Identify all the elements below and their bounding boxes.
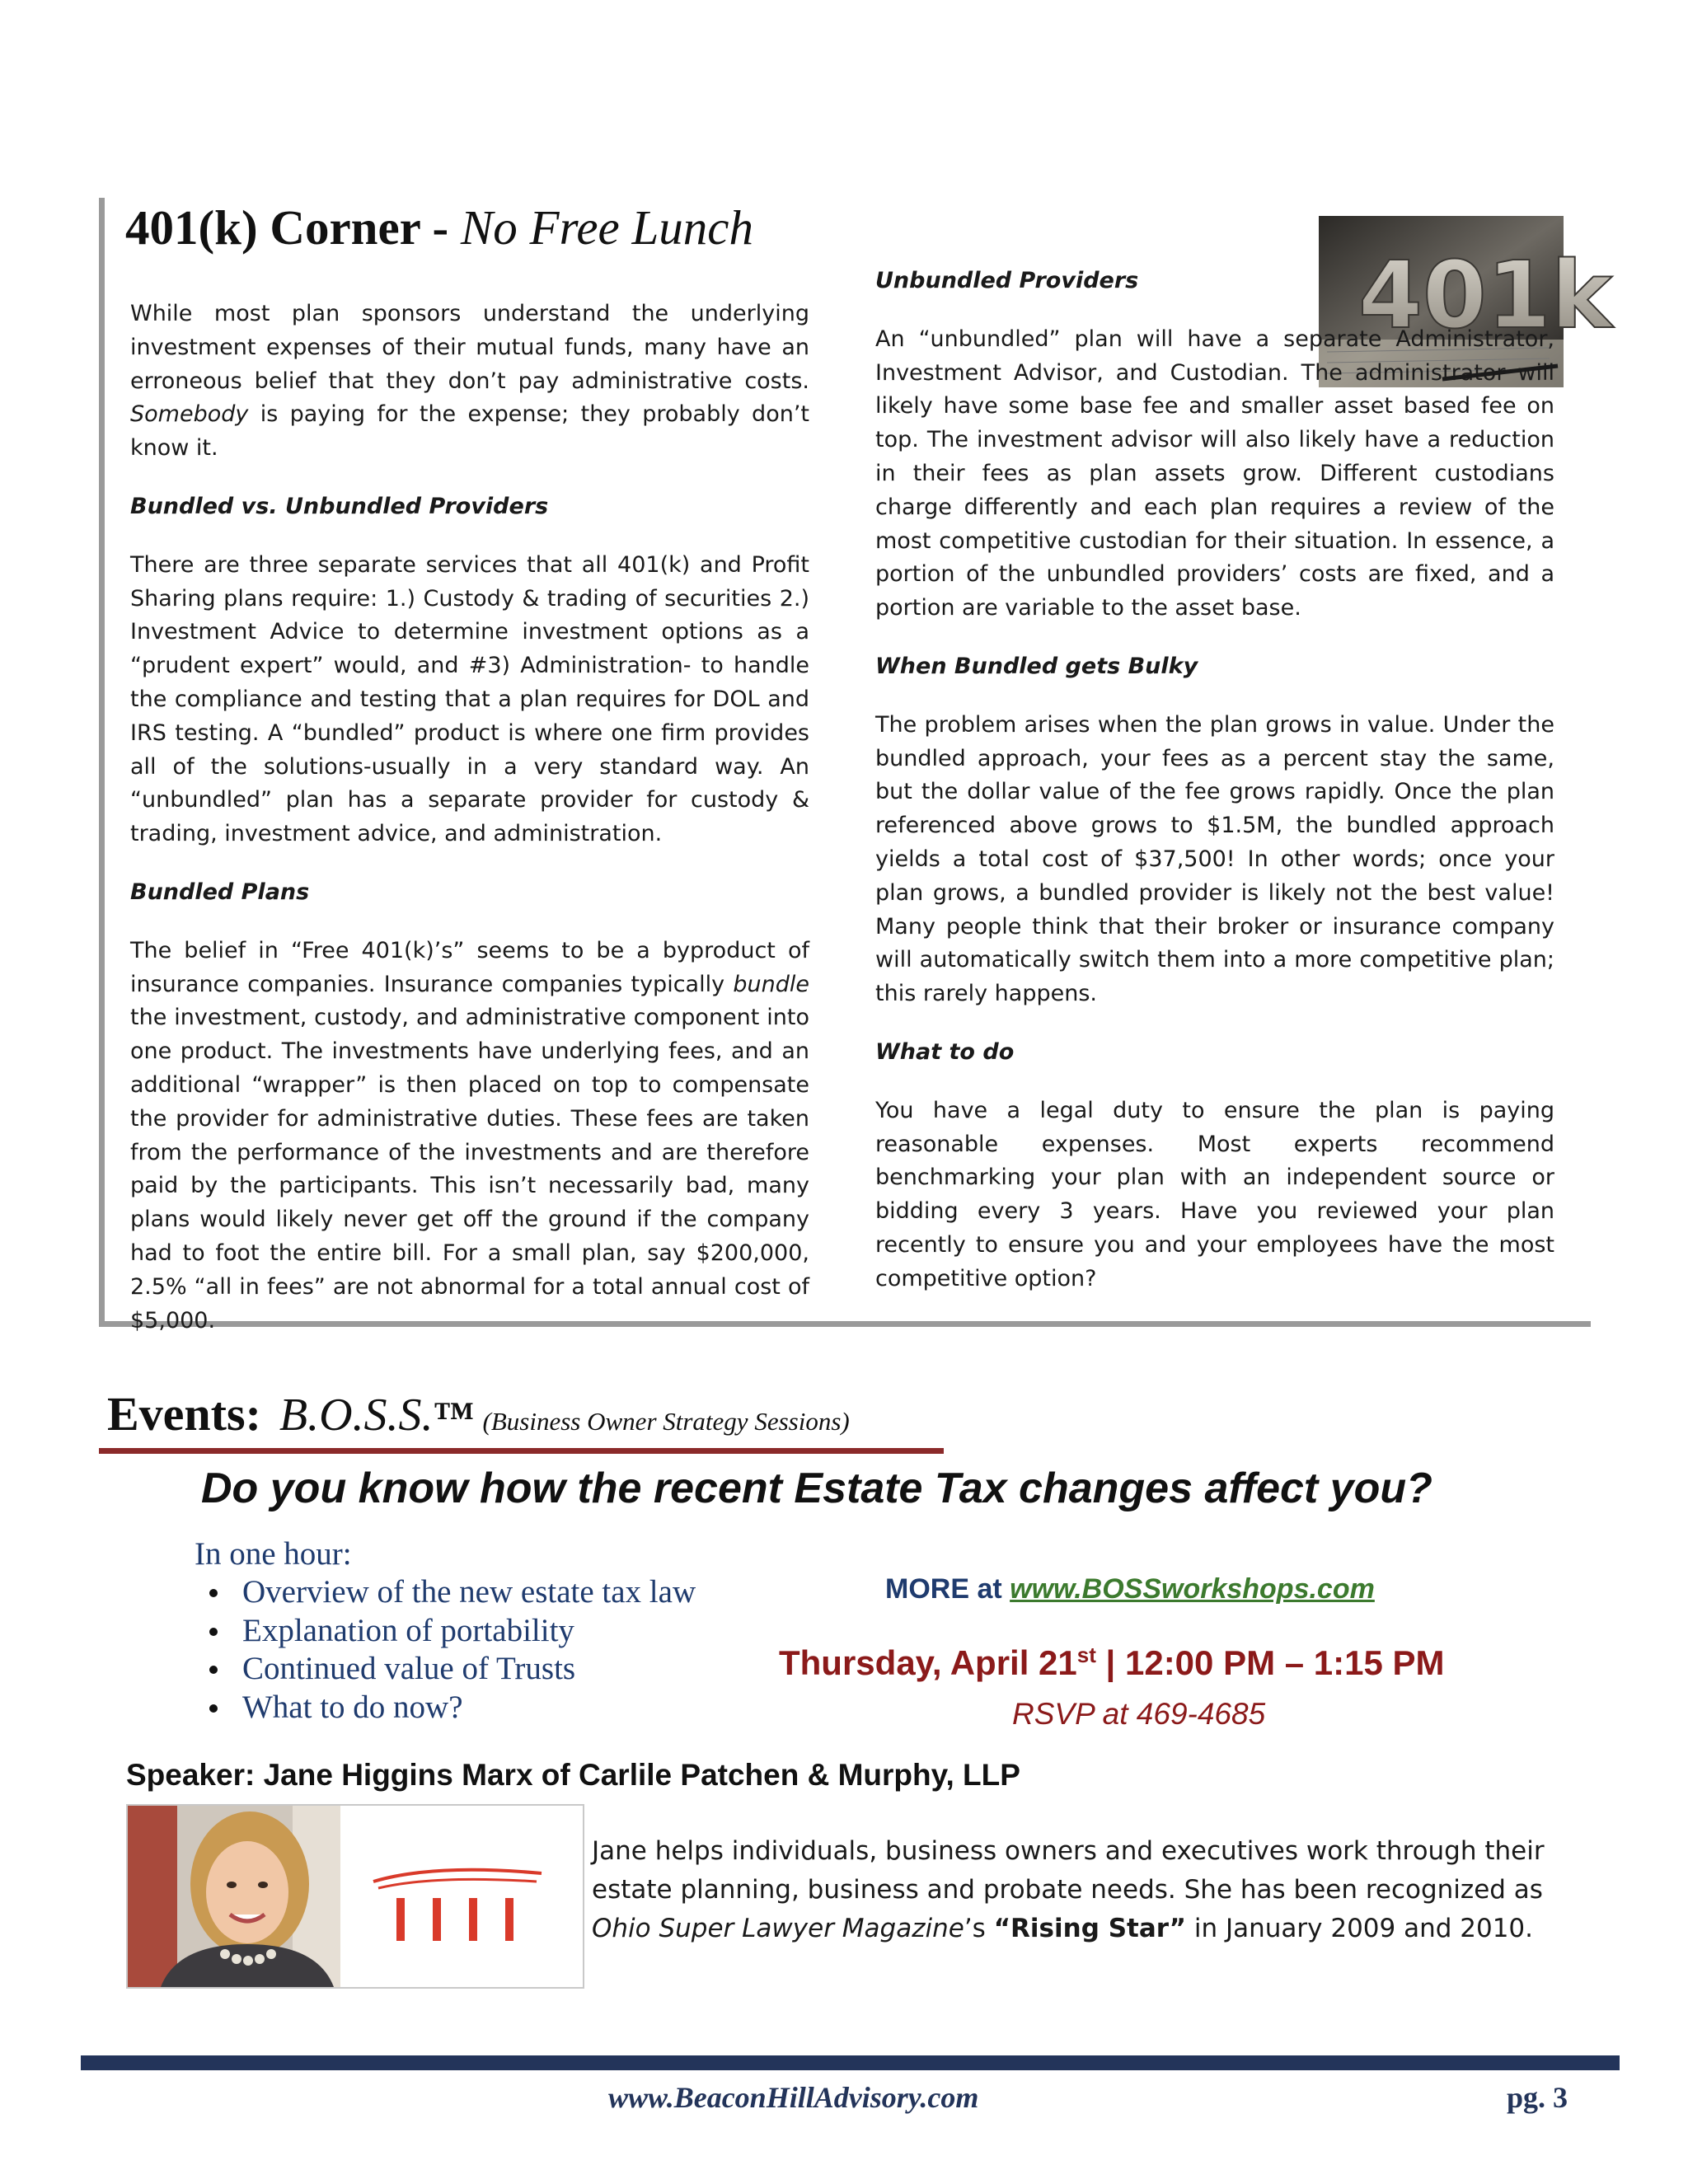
speaker-bio [592, 1832, 1548, 1948]
bullet-icon [209, 1589, 218, 1597]
bulky-paragraph: The problem arises when the plan grows in value. Under the bundled approach, your fees as a percent stay the same, but the dollar value of the fee grows rapidly. Once the plan referenced above grows to $1.5M, the bundled approach yields a total cost of $37,500! In other words; once your plan grows, a bundled provider is likely not the best value! Many people think that their broker or insurance company will automatically switch them into a more competitive plan; this rarely happens. [875, 711, 1554, 1007]
speaker-heading: Speaker: Jane Higgins Marx of Carlile Patchen & Murphy, LLP [126, 1758, 1020, 1792]
article-title-main: 401(k) Corner - [125, 200, 461, 255]
bio-text-end: in January 2009 and 2010. [1186, 1914, 1534, 1943]
event-question: Do you know how the recent Estate Tax changes affect you? [201, 1465, 1432, 1512]
article-title [125, 199, 753, 256]
bio-text: Jane helps individuals, business owners and executives work through their estate planning, business and probate needs. She has been recognized as [592, 1836, 1545, 1905]
intro-paragraph [130, 298, 809, 466]
topic-text: What to do now? [242, 1689, 463, 1725]
events-heading [107, 1386, 850, 1441]
rsvp-line: RSVP at 469-4685 [1012, 1697, 1266, 1731]
article-right-column [875, 265, 1554, 1321]
intro-text: While most plan sponsors understand the underlying investment expenses of their mutual funds, many have an erroneous belief that they don’t pay administrative costs. [130, 301, 809, 394]
unbundled-paragraph: An “unbundled” plan will have a separate Administrator, Investment Advisor, and Custodian. The administrator will likely have some base fee and smaller asset based fee on top. The investment advisor will also likely have a reduction in their fees as plan assets grow. Different custodians charge differently and each plan requires a review of the most competitive custodian for their situation. In essence, a portion of the unbundled providers’ costs are fixed, and a portion are variable to the asset base. [875, 326, 1554, 621]
heading-what-to-do: What to do [875, 1038, 1015, 1065]
services-paragraph: There are three separate services that all 401(k) and Profit Sharing plans require: 1.) Custody & trading of securities 2.) Investment Advice to determine investment options as a “prudent expert” would, and #3) Administration- to handle the compliance and testing that a plan requires for DOL and IRS testing. A “bundled” product is where one firm provides all of the solutions-usually in a very standard way. An “unbundled” plan has a separate provider for custody & trading, investment advice, and administration. [130, 551, 809, 847]
bullet-icon [209, 1666, 218, 1674]
article-left-column [130, 298, 809, 1362]
bio-award: “Rising Star” [993, 1914, 1186, 1943]
bio-magazine: Ohio Super Lawyer Magazine [592, 1914, 964, 1943]
more-info-line [885, 1573, 1375, 1605]
bundled-text: The belief in “Free 401(k)’s” seems to be a byproduct of insurance companies. Insurance companies typically [130, 937, 809, 997]
events-divider [99, 1448, 944, 1454]
bullet-icon [209, 1628, 218, 1636]
list-item [209, 1689, 696, 1727]
bundled-plans-paragraph [130, 935, 809, 1338]
intro-italic: Somebody [130, 401, 249, 428]
speaker-photo [126, 1804, 584, 1989]
topic-text: Explanation of portability [242, 1612, 574, 1648]
bio-possessive: ’s [964, 1914, 994, 1943]
heading-bundled-vs-unbundled: Bundled vs. Unbundled Providers [130, 493, 549, 519]
topic-text: Overview of the new estate tax law [242, 1574, 696, 1610]
list-item [209, 1612, 696, 1651]
footer-website-link[interactable]: www.BeaconHillAdvisory.com [608, 2081, 979, 2114]
topic-text: Continued value of Trusts [242, 1651, 576, 1686]
firm-logo-icon [373, 1870, 542, 1941]
article-title-italic: No Free Lunch [460, 200, 753, 255]
list-item [209, 1650, 696, 1689]
trademark-symbol: ™ [433, 1393, 475, 1439]
boss-title: B.O.S.S. [279, 1390, 434, 1441]
event-time: | 12:00 PM – 1:15 PM [1095, 1643, 1445, 1682]
event-date-suffix: st [1076, 1643, 1096, 1667]
hour-label: In one hour: [195, 1536, 352, 1572]
boss-subtitle: (Business Owner Strategy Sessions) [482, 1407, 850, 1436]
more-prefix: MORE at [885, 1573, 1010, 1605]
heading-unbundled-providers: Unbundled Providers [875, 268, 1139, 293]
what-to-do-paragraph: You have a legal duty to ensure the plan is paying reasonable expenses. Most experts recommend benchmarking your plan with an independent source or bidding every 3 years. Have you reviewed your plan recently to ensure you and your employees have the most competitive option? [875, 1097, 1554, 1291]
heading-bundled-bulky: When Bundled gets Bulky [875, 653, 1198, 679]
footer-bar [81, 2055, 1620, 2070]
bundled-text-end: the investment, custody, and administrative component into one product. The investments have underlying fees, and an additional “wrapper” is then placed on top to compensate the provider for administrative duties. These fees are taken from the performance of the investments and are therefore paid by the participants. This isn’t necessarily bad, many plans would likely never get off the ground if the company had to foot the entire bill. For a small plan, say $200,000, 2.5% “all in fees” are not abnormal for a total annual cost of $5,000. [130, 1005, 809, 1333]
event-date [779, 1643, 1445, 1683]
page-number: pg. 3 [1507, 2081, 1568, 2114]
bullet-icon [209, 1704, 218, 1713]
list-item [209, 1573, 696, 1612]
bundled-italic: bundle [733, 971, 809, 997]
401k-photo-text: 401k [1358, 242, 1613, 349]
events-label: Events: [107, 1387, 261, 1441]
heading-bundled-plans: Bundled Plans [130, 879, 310, 905]
topic-list [209, 1573, 696, 1727]
event-date-main: Thursday, April 21 [779, 1643, 1077, 1682]
intro-text-end: is paying for the expense; they probably don’t know it. [130, 401, 809, 462]
workshops-link[interactable]: www.BOSSworkshops.com [1010, 1573, 1375, 1605]
